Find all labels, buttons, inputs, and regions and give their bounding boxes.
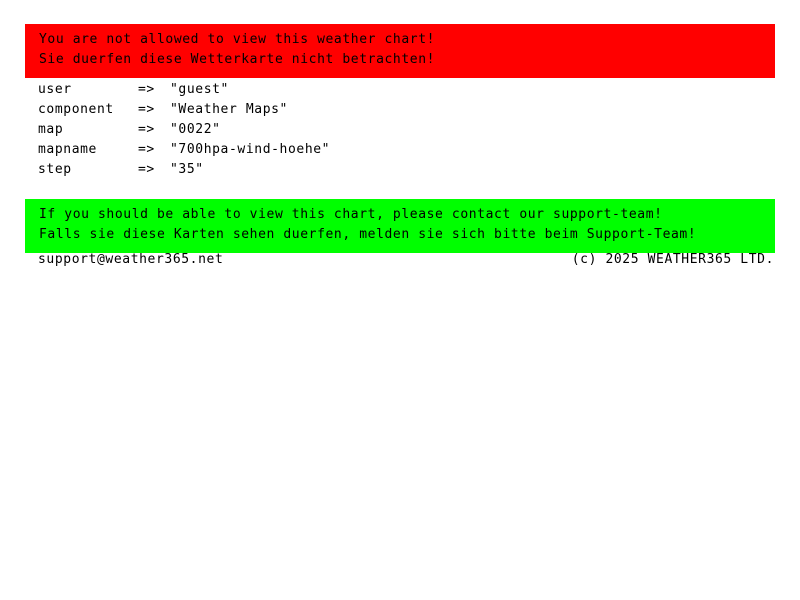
parameter-arrow: => bbox=[138, 82, 155, 97]
parameter-arrow: => bbox=[138, 142, 155, 157]
parameter-key: component bbox=[38, 102, 114, 117]
parameter-key: step bbox=[38, 162, 72, 177]
parameter-arrow: => bbox=[138, 102, 155, 117]
parameter-list bbox=[38, 80, 330, 180]
parameter-key: map bbox=[38, 122, 64, 137]
parameter-key: user bbox=[38, 82, 72, 97]
parameter-value: "35" bbox=[170, 162, 204, 177]
error-banner-line-de: Sie duerfen diese Wetterkarte nicht betrachten! bbox=[39, 52, 436, 67]
copyright-text: (c) 2025 WEATHER365 LTD. bbox=[571, 252, 774, 267]
parameter-row-step bbox=[38, 160, 330, 180]
parameter-arrow: => bbox=[138, 122, 155, 137]
error-banner bbox=[25, 24, 775, 78]
footer bbox=[38, 250, 774, 270]
parameter-key: mapname bbox=[38, 142, 97, 157]
parameter-row-component bbox=[38, 100, 330, 120]
parameter-value: "guest" bbox=[170, 82, 229, 97]
support-banner-line-de: Falls sie diese Karten sehen duerfen, melden sie sich bitte beim Support-Team! bbox=[39, 227, 697, 242]
parameter-row-mapname bbox=[38, 140, 330, 160]
parameter-row-map bbox=[38, 120, 330, 140]
parameter-arrow: => bbox=[138, 162, 155, 177]
parameter-value: "700hpa-wind-hoehe" bbox=[170, 142, 331, 157]
parameter-value: "Weather Maps" bbox=[170, 102, 288, 117]
support-banner-line-en: If you should be able to view this chart, please contact our support-team! bbox=[39, 207, 663, 222]
support-email-link[interactable]: support@weather365.net bbox=[38, 252, 224, 267]
parameter-value: "0022" bbox=[170, 122, 221, 137]
parameter-row-user bbox=[38, 80, 330, 100]
error-banner-line-en: You are not allowed to view this weather chart! bbox=[39, 32, 436, 47]
support-banner bbox=[25, 199, 775, 253]
